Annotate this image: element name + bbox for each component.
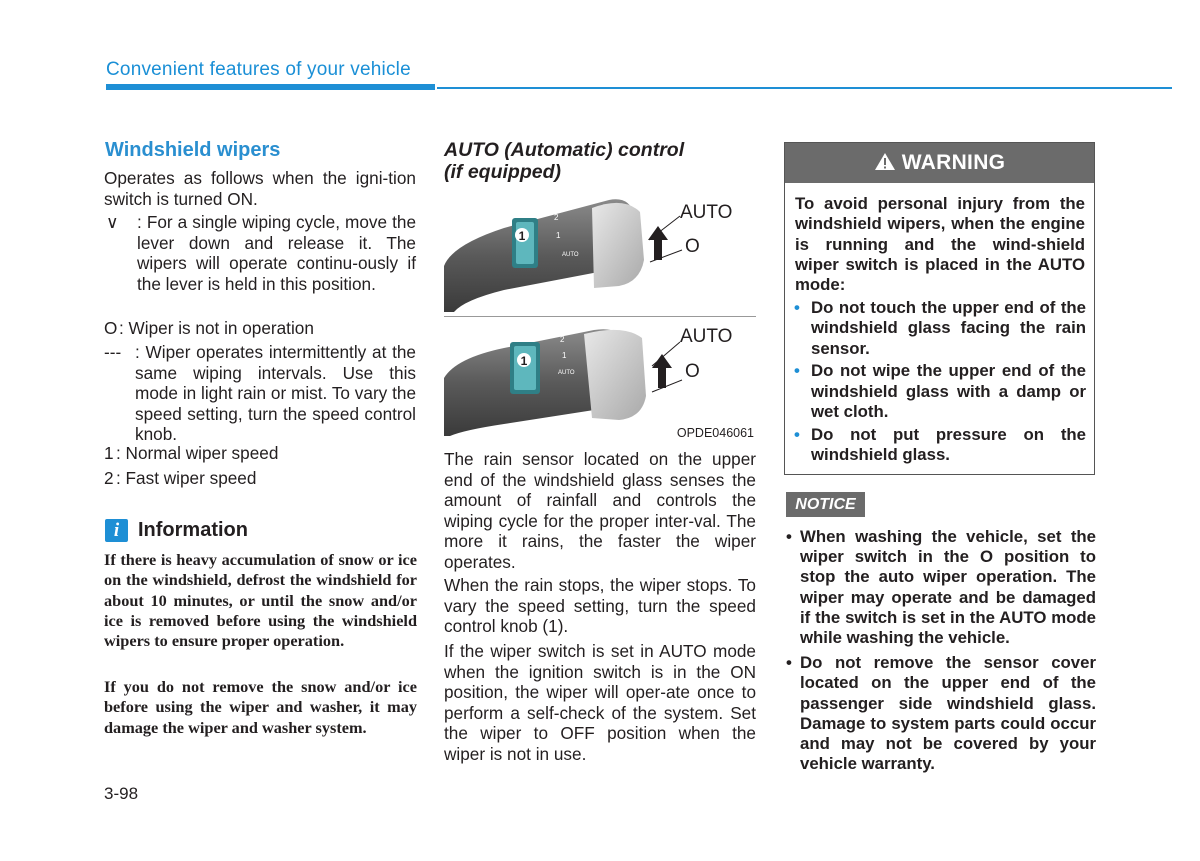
definition-symbol: O <box>104 318 118 338</box>
lever-mark: 2 <box>560 335 565 344</box>
auto-control-title-line2: (if equipped) <box>444 161 561 183</box>
lever-mark: AUTO <box>558 370 575 376</box>
warning-bullet: • Do not put pressure on the windshield glass. <box>794 424 1086 465</box>
auto-position-label: AUTO <box>680 202 733 223</box>
definition-off <box>104 318 416 340</box>
self-check-paragraph: If the wiper switch is set in AUTO mode when the ignition switch is in the ON position, the wiper will oper-ate once to perform a self-check of the system. Set the wiper to OFF position when the wiper is not in use. <box>444 641 756 764</box>
figure-type-a <box>444 190 756 314</box>
off-position-label: O <box>685 236 700 257</box>
header-rule-thin <box>437 87 1172 89</box>
warning-bullet: • Do not wipe the upper end of the windshield glass with a damp or wet cloth. <box>794 361 1086 421</box>
intro-text: Operates as follows when the igni-tion switch is turned ON. <box>104 168 416 209</box>
rain-sensor-paragraph: The rain sensor located on the upper end of the windshield glass senses the amount of rainfall and controls the wiping cycle for the proper inter-val. The more it rains, the faster the wiper operates. <box>444 449 756 572</box>
bullet-dot-icon: • <box>794 298 800 317</box>
section-title: Windshield wipers <box>105 139 281 161</box>
figure-divider <box>444 316 756 317</box>
rain-stop-paragraph: When the rain stops, the wiper stops. To vary the speed setting, turn the speed control knob (1). <box>444 575 756 636</box>
header-title: Convenient features of your vehicle <box>106 59 411 80</box>
definition-symbol: 2 <box>104 468 114 488</box>
definition-single-wipe <box>104 212 416 316</box>
definition-text: : Fast wiper speed <box>116 468 257 488</box>
warning-bullet-list <box>793 298 1086 468</box>
auto-position-label: AUTO <box>680 326 733 347</box>
definition-fast-speed <box>104 468 416 490</box>
lever-mark: 1 <box>556 231 561 240</box>
warning-bullet: • Do not touch the upper end of the windshield glass facing the rain sensor. <box>794 298 1086 358</box>
notice-bullet-list <box>785 527 1096 779</box>
warning-intro: To avoid personal injury from the windshield wipers, when the engine is running and the wind-shield wiper switch is placed in the AUTO mode: <box>795 194 1085 295</box>
auto-control-title <box>444 139 684 183</box>
warning-triangle-icon <box>874 152 896 171</box>
definition-intermittent <box>104 342 416 446</box>
page-number: 3-98 <box>104 784 139 803</box>
off-position-label: O <box>685 361 700 382</box>
knob-number-label: 1 <box>518 229 526 243</box>
information-title: Information <box>138 519 248 541</box>
definition-text: : Wiper operates intermittently at the same wiping intervals. Use this mode in light rain or mist. To vary the speed setting, turn the speed control knob. <box>135 342 416 444</box>
header-rule-thick <box>106 84 435 90</box>
bullet-dot-icon: • <box>794 361 800 381</box>
information-paragraph: If there is heavy accumulation of snow or ice on the windshield, defrost the windshield for about 10 minutes, or until the snow and/or ice is removed before using the windshield wipers to ensure proper operation. <box>104 550 417 651</box>
warning-heading: WARNING <box>901 151 1006 174</box>
warning-header <box>785 143 1094 183</box>
notice-bullet: • Do not remove the sensor cover located on the upper end of the passenger side windshield glass. Damage to system parts could occur and may not be covered by your vehicle warranty. <box>786 653 1096 774</box>
definition-text: : For a single wiping cycle, move the lever down and release it. The wipers will operate continu-ously if the lever is held in this position. <box>137 212 416 294</box>
figure-type-b <box>444 318 756 442</box>
bullet-dot-icon: • <box>794 424 800 444</box>
figure-code: OPDE046061 <box>676 426 754 440</box>
notice-bullet: • When washing the vehicle, set the wiper switch in the O position to stop the auto wiper operation. The wiper may operate and be damaged if the switch is set in the AUTO mode while washing the vehicle. <box>786 527 1096 648</box>
lever-mark: AUTO <box>562 252 579 258</box>
definition-text: : Wiper is not in operation <box>119 318 314 338</box>
definition-symbol: --- <box>104 342 122 362</box>
definition-text: : Normal wiper speed <box>116 443 279 463</box>
knob-number-label: 1 <box>520 354 528 368</box>
bullet-dot-icon: • <box>786 653 792 673</box>
warning-box <box>784 142 1095 475</box>
notice-tag: NOTICE <box>786 492 865 517</box>
auto-control-title-line1: AUTO (Automatic) control <box>444 139 685 161</box>
definition-normal-speed <box>104 443 416 465</box>
lever-mark: 2 <box>554 213 559 222</box>
information-icon: i <box>105 519 128 542</box>
bullet-dot-icon: • <box>786 527 792 546</box>
definition-symbol: ∨ <box>106 212 119 232</box>
lever-mark: 1 <box>562 351 567 360</box>
wiper-lever-figure <box>444 190 756 442</box>
definition-symbol: 1 <box>104 443 114 463</box>
information-paragraph: If you do not remove the snow and/or ice before using the wiper and washer, it may damage the wiper and washer system. <box>104 677 417 737</box>
